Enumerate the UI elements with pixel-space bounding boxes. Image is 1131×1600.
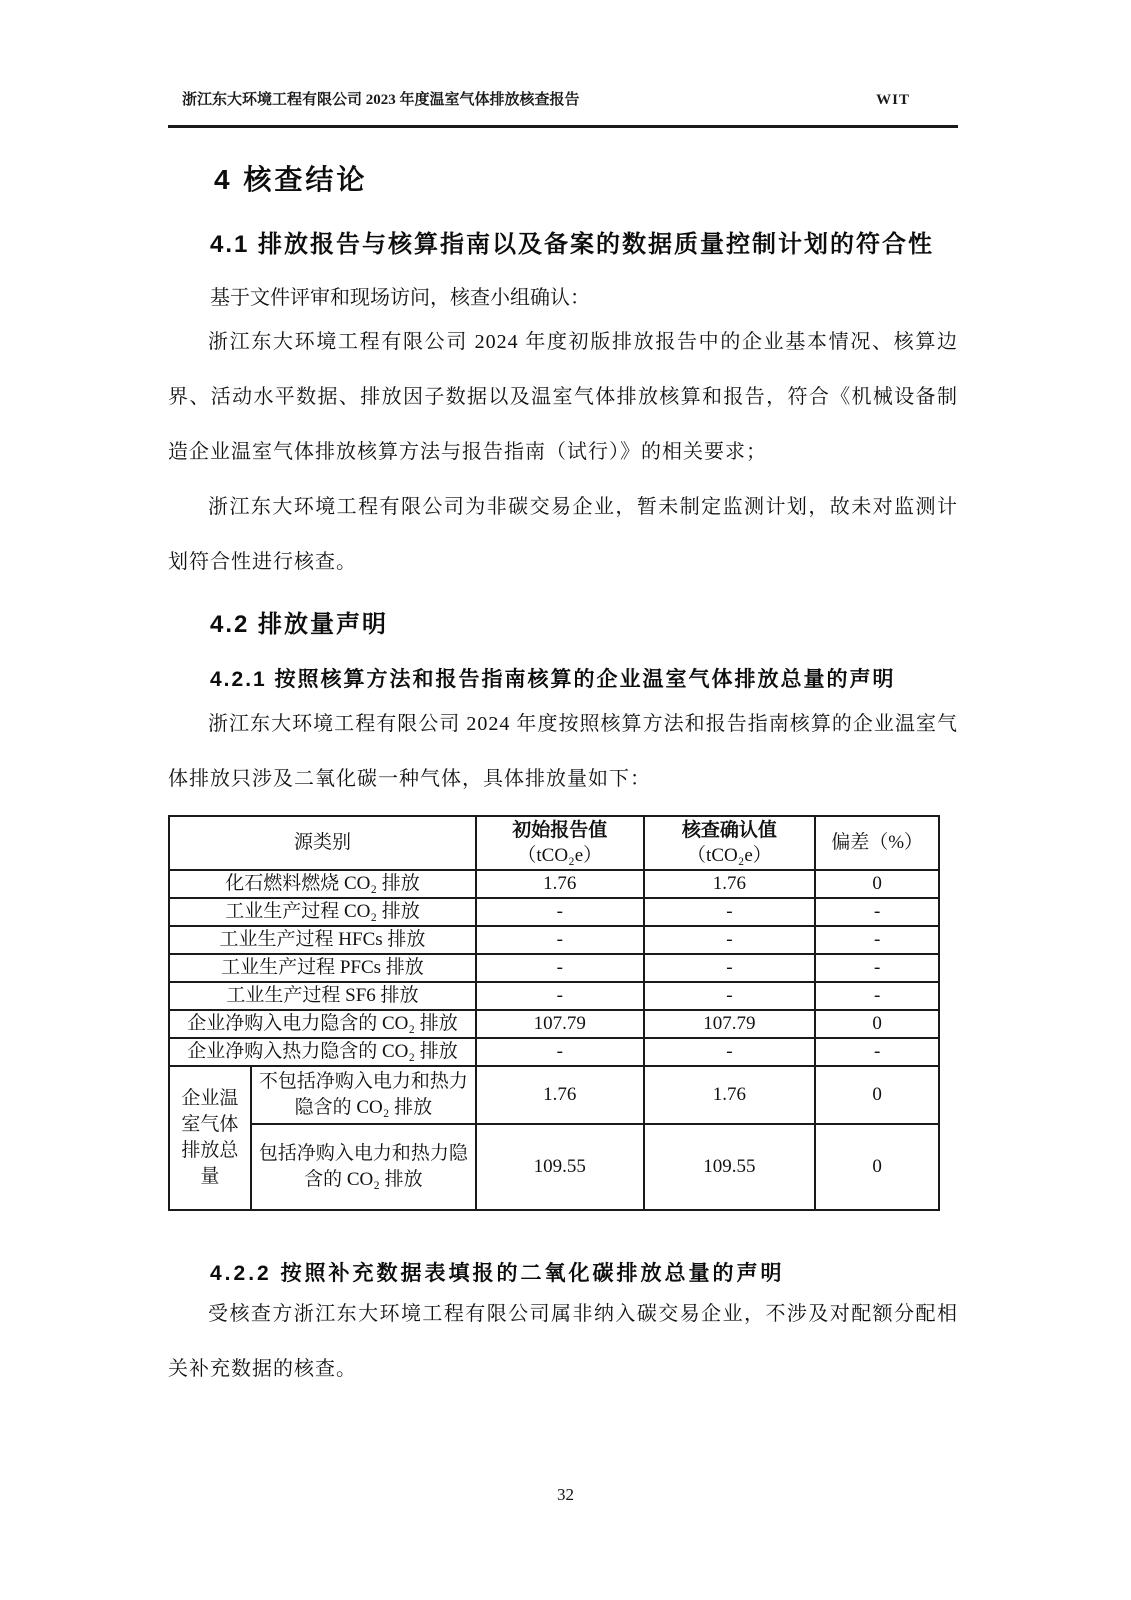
cell-source: 企业净购入电力隐含的 CO₂ 排放 [169, 1010, 476, 1038]
section-4-2-2-heading: 4.2.2 按照补充数据表填报的二氧化碳排放总量的声明 [210, 1262, 785, 1285]
section-4-2-1-heading: 4.2.1 按照核算方法和报告指南核算的企业温室气体排放总量的声明 [210, 668, 896, 691]
col-header-verified-title: 核查确认值 [681, 820, 777, 841]
cell-verified: - [644, 926, 816, 954]
cell-deviation: - [815, 926, 939, 954]
cell-source: 化石燃料燃烧 CO₂ 排放 [169, 870, 476, 898]
emission-summary-table [168, 815, 940, 1211]
table-row [169, 1038, 939, 1066]
header-rule [168, 125, 958, 128]
header-brand: WIT [876, 92, 910, 108]
page-footer [0, 1485, 1131, 1505]
page-number: 32 [557, 1485, 574, 1504]
table-row [169, 898, 939, 926]
cell-initial: - [476, 898, 644, 926]
col-header-source: 源类别 [169, 816, 476, 870]
table-row [169, 1010, 939, 1038]
cell-initial: - [476, 1038, 644, 1066]
cell-verified: - [644, 982, 816, 1010]
cell-verified: - [644, 954, 816, 982]
col-header-verified [644, 816, 816, 870]
cell-initial: 1.76 [476, 870, 644, 898]
col-header-initial [476, 816, 644, 870]
col-header-verified-unit: （tCO₂e） [687, 845, 772, 866]
cell-deviation: 0 [815, 1124, 939, 1210]
section-4-heading: 4 核查结论 [214, 164, 368, 195]
col-header-deviation: 偏差（%） [815, 816, 939, 870]
paragraph-report-compliance: 浙江东大环境工程有限公司 2024 年度初版排放报告中的企业基本情况、核算边界、活动水平数据、排放因子数据以及温室气体排放核算和报告，符合《机械设备制造企业温室气体排放核算方法与报告指南（试行）》的相关要求； [168, 331, 958, 463]
table-row [169, 926, 939, 954]
col-header-initial-unit: （tCO₂e） [517, 845, 603, 866]
header-title: 浙江东大环境工程有限公司 2023 年度温室气体排放核查报告 [182, 92, 580, 108]
table-row [169, 870, 939, 898]
cell-verified: 109.55 [644, 1124, 816, 1210]
table-row-total-including [169, 1124, 939, 1210]
cell-deviation: - [815, 898, 939, 926]
table-header-row [169, 816, 939, 870]
cell-verified: - [644, 1038, 816, 1066]
cell-verified: 1.76 [644, 870, 816, 898]
cell-deviation: - [815, 1038, 939, 1066]
cell-deviation: - [815, 954, 939, 982]
section-4-2-heading: 4.2 排放量声明 [210, 611, 389, 638]
col-header-initial-title: 初始报告值 [512, 820, 608, 841]
paragraph-confirm: 基于文件评审和现场访问，核查小组确认： [210, 287, 590, 309]
cell-source: 工业生产过程 HFCs 排放 [169, 926, 476, 954]
cell-source: 工业生产过程 PFCs 排放 [169, 954, 476, 982]
cell-initial: - [476, 954, 644, 982]
document-body [168, 158, 958, 1397]
cell-verified: - [644, 898, 816, 926]
table-row [169, 982, 939, 1010]
cell-source: 不包括净购入电力和热力隐含的 CO₂ 排放 [251, 1066, 476, 1124]
cell-deviation: 0 [815, 1010, 939, 1038]
cell-initial: - [476, 982, 644, 1010]
cell-initial: 107.79 [476, 1010, 644, 1038]
cell-source: 工业生产过程 SF6 排放 [169, 982, 476, 1010]
cell-source: 企业净购入热力隐含的 CO₂ 排放 [169, 1038, 476, 1066]
section-4-1-heading: 4.1 排放报告与核算指南以及备案的数据质量控制计划的符合性 [210, 231, 935, 258]
cell-source: 包括净购入电力和热力隐含的 CO₂ 排放 [251, 1124, 476, 1210]
cell-initial: 109.55 [476, 1124, 644, 1210]
table-row-total-excluding [169, 1066, 939, 1124]
table-row [169, 954, 939, 982]
cell-verified: 1.76 [644, 1066, 816, 1124]
cell-deviation: 0 [815, 1066, 939, 1124]
cell-verified: 107.79 [644, 1010, 816, 1038]
cell-source: 工业生产过程 CO₂ 排放 [169, 898, 476, 926]
cell-total-group-label: 企业温室气体排放总量 [169, 1066, 251, 1210]
cell-deviation: - [815, 982, 939, 1010]
cell-deviation: 0 [815, 870, 939, 898]
running-header [168, 88, 958, 109]
paragraph-supplement: 受核查方浙江东大环境工程有限公司属非纳入碳交易企业，不涉及对配额分配相关补充数据的核查。 [168, 1303, 958, 1380]
cell-initial: 1.76 [476, 1066, 644, 1124]
paragraph-monitoring: 浙江东大环境工程有限公司为非碳交易企业，暂未制定监测计划，故未对监测计划符合性进行核查。 [168, 496, 958, 573]
cell-initial: - [476, 926, 644, 954]
paragraph-emission-intro: 浙江东大环境工程有限公司 2024 年度按照核算方法和报告指南核算的企业温室气体排放只涉及二氧化碳一种气体，具体排放量如下： [168, 713, 958, 790]
